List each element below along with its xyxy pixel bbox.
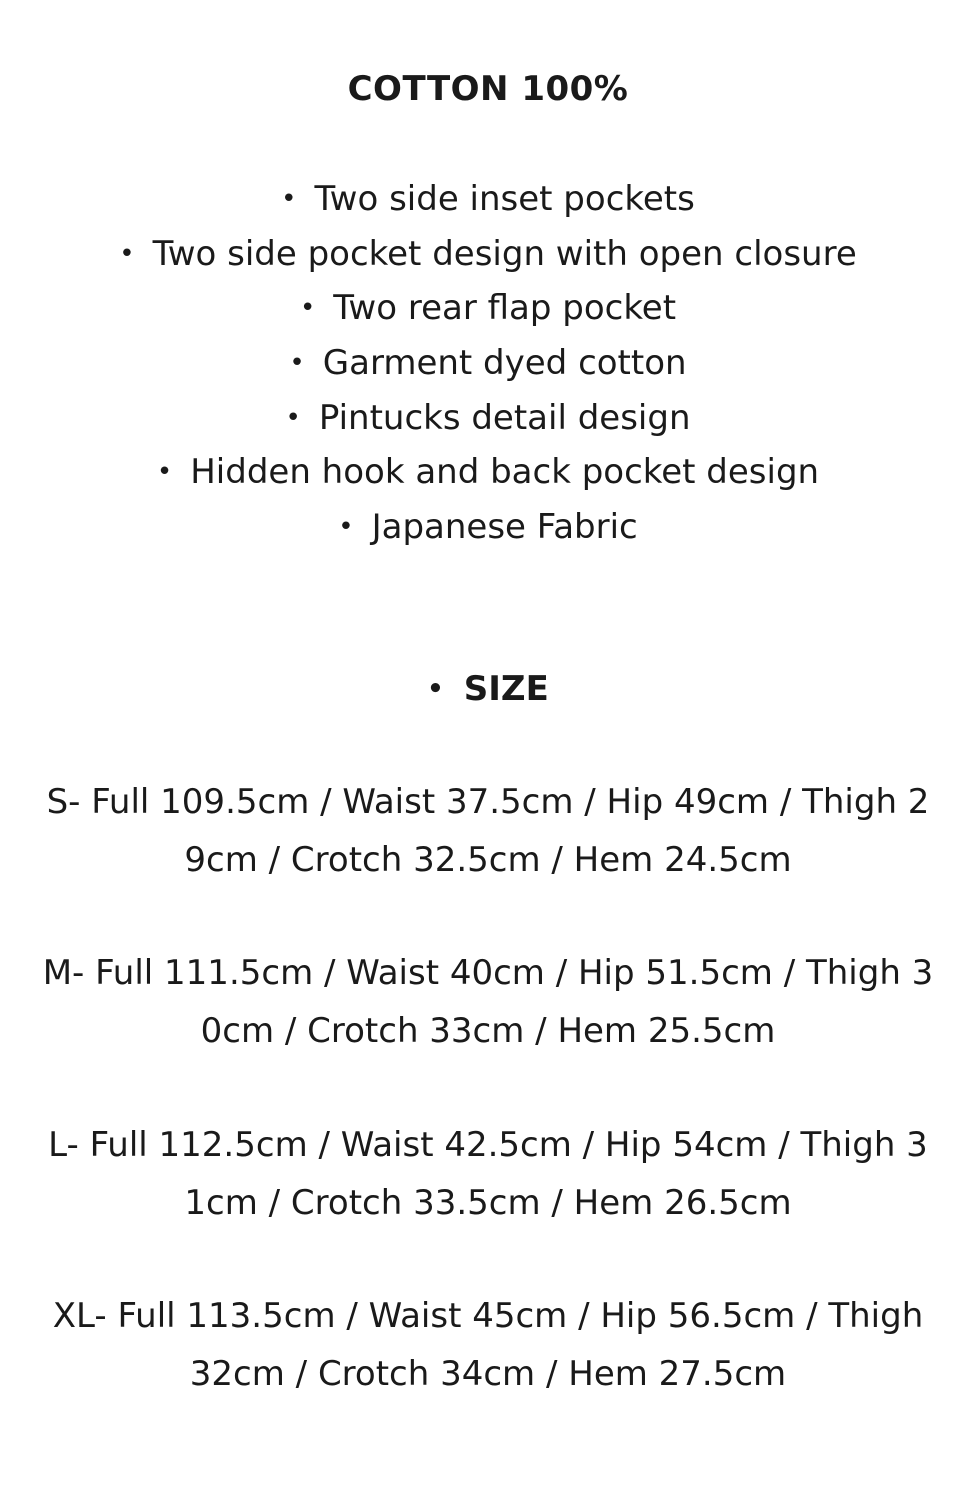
feature-item — [0, 281, 976, 336]
size-entry-s: S- Full 109.5cm / Waist 37.5cm / Hip 49cm / Thigh 29cm / Crotch 32.5cm / Hem 24.5cm — [46, 782, 930, 880]
bullet-icon: • — [299, 293, 316, 324]
feature-item — [0, 336, 976, 391]
feature-text: Hidden hook and back pocket design — [190, 452, 820, 493]
feature-item — [0, 445, 976, 500]
size-entry-xl: XL- Full 113.5cm / Waist 45cm / Hip 56.5cm / Thigh 32cm / Crotch 34cm / Hem 27.5cm — [52, 1296, 924, 1394]
bullet-icon: • — [427, 674, 444, 704]
bullet-icon: • — [281, 184, 297, 214]
feature-item — [0, 172, 976, 227]
bullet-icon: • — [119, 238, 135, 269]
feature-text: Two side pocket design with open closure — [152, 233, 857, 274]
feature-text: Garment dyed cotton — [322, 343, 687, 384]
size-entry-l: L- Full 112.5cm / Waist 42.5cm / Hip 54cm / Thigh 31cm / Crotch 33.5cm / Hem 26.5cm — [48, 1125, 928, 1223]
feature-text: Pintucks detail design — [318, 397, 691, 438]
feature-item — [0, 227, 976, 282]
feature-item — [0, 391, 976, 446]
feature-list — [0, 172, 976, 555]
feature-text: Two side inset pockets — [314, 179, 695, 219]
bullet-icon: • — [338, 512, 354, 543]
feature-text: Japanese Fabric — [371, 507, 638, 548]
size-entry-m: M- Full 111.5cm / Waist 40cm / Hip 51.5cm / Thigh 30cm / Crotch 33cm / Hem 25.5cm — [42, 953, 934, 1051]
feature-text: Two rear flap pocket — [333, 288, 677, 329]
feature-item — [0, 500, 976, 555]
size-heading — [0, 667, 976, 711]
size-heading-label: SIZE — [463, 669, 549, 709]
bullet-icon: • — [156, 457, 173, 488]
material-heading: COTTON 100% — [347, 69, 629, 109]
bullet-icon: • — [285, 402, 301, 433]
bullet-icon: • — [289, 348, 305, 379]
